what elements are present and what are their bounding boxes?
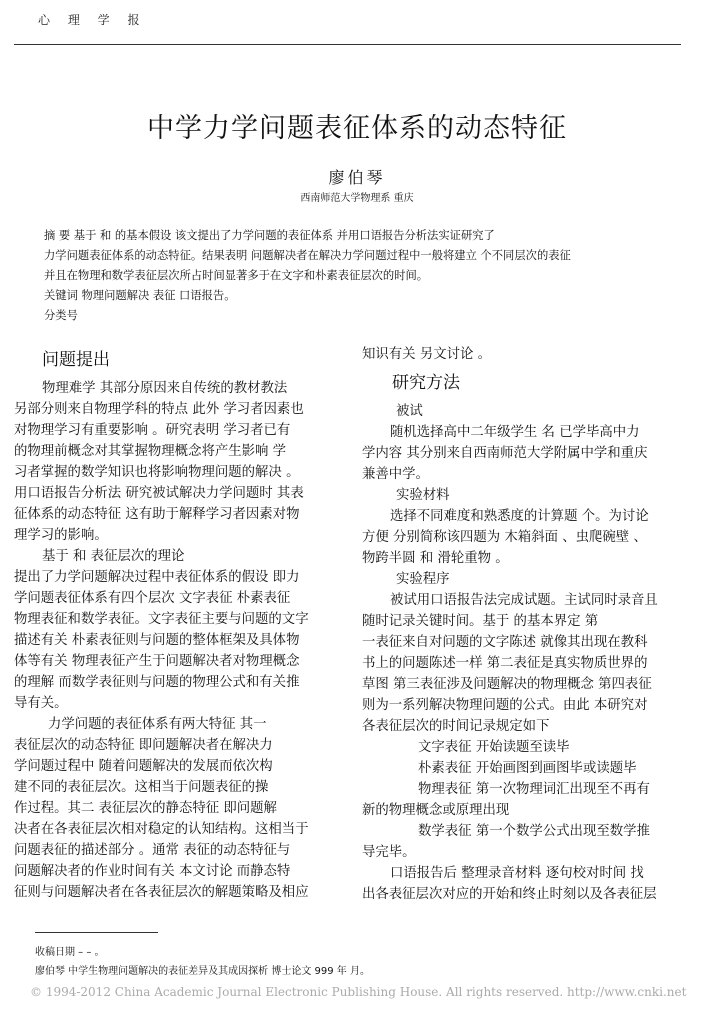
section-heading-introduction: 问题提出: [42, 350, 110, 370]
body-line: 的物理前概念对其掌握物理概念将产生影响 学: [14, 444, 287, 459]
body-line: 物理表征和数学表征。文字表征主要与问题的文字: [14, 612, 309, 627]
body-line: 口语报告后 整理录音材料 逐句校对时间 找: [390, 866, 644, 881]
body-line: 方便 分别简称该四题为 木箱斜面 、虫爬碗壁 、: [362, 530, 647, 545]
body-line: 物理表征 第一次物理词汇出现至不再有: [418, 782, 650, 797]
article-title: 中学力学问题表征体系的动态特征: [147, 113, 567, 144]
body-line: 物跨半圆 和 滑轮重物 。: [362, 551, 509, 566]
body-line: 选择不同难度和熟悉度的计算题 个。为讨论: [390, 509, 649, 524]
right-column: [362, 344, 682, 905]
copyright-watermark: © 1994-2012 China Academic Journal Electronic Publishing House. All rights reserved. http://www.cnki.net: [30, 985, 687, 999]
body-line: 问题表征的描述部分 。通常 表征的动态特征与: [14, 843, 291, 858]
abstract-line: 并且在物理和数学表征层次所占时间显著多于在文字和朴素表征层次的时间。: [44, 269, 429, 282]
body-line: 描述有关 朴素表征则与问题的整体框架及具体物: [14, 633, 300, 648]
keywords-line: 关键词 物理问题解决 表征 口语报告。: [44, 289, 236, 302]
body-line: 草图 第三表征涉及问题解决的物理概念 第四表征: [362, 677, 652, 692]
body-line: 征则与问题解决者在各表征层次的解题策略及相应: [14, 885, 309, 900]
left-column: [14, 345, 336, 903]
body-line: 建不同的表征层次。这相当于问题表征的操: [14, 780, 269, 795]
body-line: 学问题表征体系有四个层次 文字表征 朴素表征: [14, 591, 291, 606]
body-line: 一表征来自对问题的文字陈述 就像其出现在教科: [362, 635, 648, 650]
body-line: 征体系的动态特征 这有助于解释学习者因素对物: [14, 507, 300, 522]
body-line: 新的物理概念或原理出现: [362, 803, 510, 818]
subheading-materials: 实验材料: [396, 488, 450, 503]
author-affiliation: 西南师范大学物理系 重庆: [300, 193, 414, 204]
abstract-block: [44, 226, 674, 326]
body-line: 表征层次的动态特征 即问题解决者在解决力: [14, 738, 273, 753]
body-line: 提出了力学问题解决过程中表征体系的假设 即力: [14, 570, 300, 585]
body-line: 对物理学习有重要影响 。研究表明 学习者已有: [14, 423, 291, 438]
body-line: 学内容 其分别来自西南师范大学附属中学和重庆: [362, 446, 648, 461]
body-line: 物理难学 其部分原因来自传统的教材教法: [42, 381, 288, 396]
body-line: 随时记录关键时间。基于 的基本界定 第: [362, 614, 599, 629]
footnote-received-date: 收稿日期 – – 。: [35, 947, 105, 958]
body-line: 书上的问题陈述一样 第二表征是真实物质世界的: [362, 656, 648, 671]
header-rule: [14, 44, 681, 45]
body-line: 理学习的影响。: [14, 528, 108, 543]
body-line: 决者在各表征层次相对稳定的认知结构。这相当于: [14, 822, 309, 837]
body-line: 力学问题的表征体系有两大特征 其一: [48, 717, 267, 732]
classification-line: 分类号: [44, 309, 78, 322]
body-line: 各表征层次的时间记录规定如下: [362, 719, 550, 734]
body-line: 兼善中学。: [362, 467, 429, 482]
body-line: 习者掌握的数学知识也将影响物理问题的解决 。: [14, 465, 300, 480]
body-line: 数学表征 第一个数学公式出现至数学推: [418, 824, 650, 839]
body-line: 朴素表征 开始画图到画图毕或读题毕: [418, 761, 637, 776]
body-line: 随机选择高中二年级学生 名 已学毕高中力: [390, 425, 640, 440]
author-name: 廖伯琴: [328, 168, 386, 187]
abstract-line: 摘 要 基于 和 的基本假设 该文提出了力学问题的表征体系 并用口语报告分析法实证研究了: [44, 229, 495, 242]
subheading-procedure: 实验程序: [396, 572, 450, 587]
body-line: 则为一系列解决物理问题的公式。由此 本研究对: [362, 698, 648, 713]
body-line: 被试用口语报告法完成试题。主试同时录音且: [390, 593, 658, 608]
footnote-rule: [35, 932, 158, 933]
section-heading-method: 研究方法: [392, 373, 460, 393]
body-line: 导有关。: [14, 696, 68, 711]
body-line: 问题解决者的作业时间有关 本文讨论 而静态特: [14, 864, 291, 879]
body-line: 导完毕。: [362, 845, 416, 860]
body-line: 体等有关 物理表征产生于问题解决者对物理概念: [14, 654, 300, 669]
footnote-reference: 廖伯琴 中学生物理问题解决的表征差异及其成因探析 博士论文 999 年 月。: [35, 966, 370, 977]
subheading-participants: 被试: [396, 404, 423, 419]
body-line: 的理解 而数学表征则与问题的物理公式和有关推: [14, 675, 300, 690]
body-line: 学问题过程中 随着问题解决的发展而依次构: [14, 759, 273, 774]
body-line: 出各表征层次对应的开始和终止时刻以及各表征层: [362, 887, 657, 902]
journal-name: 心 理 学 报: [38, 13, 147, 27]
body-line: 用口语报告分析法 研究被试解决力学问题时 其表: [14, 486, 304, 501]
body-line: 另部分则来自物理学科的特点 此外 学习者因素也: [14, 402, 304, 417]
body-line: 基于 和 表征层次的理论: [42, 549, 185, 564]
abstract-line: 力学问题表征体系的动态特征。结果表明 问题解决者在解决力学问题过程中一般将建立 个不同层次的表征: [44, 249, 571, 262]
body-line: 知识有关 另文讨论 。: [362, 347, 492, 362]
body-line: 作过程。其二 表征层次的静态特征 即问题解: [14, 801, 277, 816]
body-line: 文字表征 开始读题至读毕: [418, 740, 570, 755]
